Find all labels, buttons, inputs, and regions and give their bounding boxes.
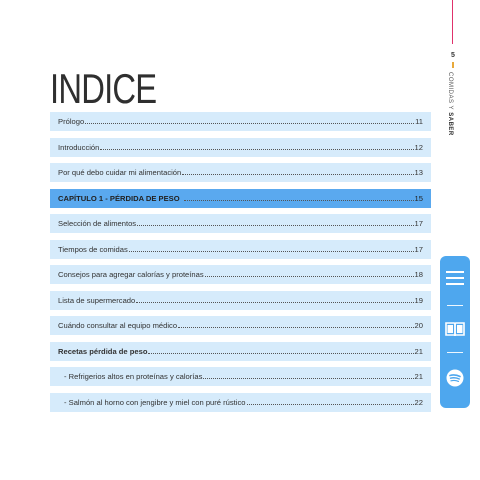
- toc-entry-label: Selección de alimentos: [58, 219, 137, 228]
- toc-entry-por-que[interactable]: [50, 163, 431, 182]
- toc-entry-page: 19: [414, 295, 423, 305]
- table-of-contents: [50, 112, 431, 418]
- page-title: INDICE: [50, 65, 157, 113]
- toc-leader-dots: [129, 251, 414, 252]
- menu-button[interactable]: [440, 256, 470, 300]
- spotify-button[interactable]: [440, 353, 470, 403]
- menu-icon: [446, 270, 464, 286]
- side-toolbar: [440, 256, 470, 408]
- toc-entry-label: Lista de supermercado: [58, 295, 136, 305]
- toc-entry-cuando[interactable]: [50, 316, 431, 335]
- toc-entry-label: Prólogo: [58, 117, 85, 126]
- toc-entry-label: Por qué debo cuidar mi alimentación: [58, 168, 182, 177]
- top-accent-line: [452, 0, 453, 44]
- toc-leader-dots: [136, 302, 413, 303]
- toc-entry-label: Recetas pérdida de peso: [58, 346, 148, 356]
- toc-leader-dots: [205, 276, 414, 277]
- toc-entry-consejos[interactable]: [50, 265, 431, 284]
- toc-entry-label: CAPÍTULO 1 - PÉRDIDA DE PESO: [58, 193, 180, 203]
- toc-leader-dots: [182, 174, 413, 175]
- toc-leader-dots: [247, 404, 414, 405]
- toc-entry-page: 13: [414, 168, 423, 177]
- toc-entry-lista[interactable]: [50, 291, 431, 310]
- toc-entry-introduccion[interactable]: [50, 138, 431, 157]
- toc-entry-salmon[interactable]: [50, 393, 431, 412]
- toc-entry-prologo[interactable]: [50, 112, 431, 131]
- toc-entry-page: 18: [414, 270, 423, 279]
- toc-entry-label: Consejos para agregar calorías y proteínas: [58, 270, 204, 279]
- toc-entry-label: Cuándo consultar al equipo médico: [58, 321, 178, 330]
- toc-entry-page: 21: [414, 346, 423, 356]
- book-button[interactable]: [440, 306, 470, 352]
- toc-leader-dots: [85, 123, 414, 124]
- toc-entry-page: 17: [414, 244, 423, 254]
- toc-entry-refrigerios[interactable]: [50, 367, 431, 386]
- toc-leader-dots: [178, 327, 414, 328]
- section-label: [447, 72, 453, 136]
- page-number: 5: [451, 52, 455, 59]
- toc-entry-page: 17: [414, 219, 423, 228]
- toc-leader-dots: [148, 353, 413, 354]
- toc-entry-page: 15: [414, 193, 423, 203]
- page-number-accent: [452, 62, 454, 68]
- toc-leader-dots: [100, 149, 413, 150]
- toc-leader-dots: [184, 200, 414, 201]
- toolbar-divider: [447, 305, 463, 306]
- spotify-icon: [446, 369, 464, 387]
- section-label-bold: SABER: [447, 112, 453, 136]
- toc-entry-seleccion[interactable]: [50, 214, 431, 233]
- book-icon: [445, 321, 465, 337]
- toc-entry-label: Introducción: [58, 142, 100, 152]
- toc-entry-page: 20: [414, 321, 423, 330]
- toc-entry-label: - Refrigerios altos en proteínas y calorías: [64, 372, 203, 381]
- toc-entry-page: 12: [414, 142, 423, 152]
- section-label-light: COMIDAS Y: [447, 72, 453, 111]
- toc-entry-tiempos[interactable]: [50, 240, 431, 259]
- toc-entry-page: 21: [414, 372, 423, 381]
- toc-entry-label: - Salmón al horno con jengibre y miel con puré rústico: [64, 397, 246, 407]
- toc-entry-page: 22: [414, 397, 423, 407]
- toc-leader-dots: [203, 378, 413, 379]
- toolbar-divider: [447, 352, 463, 353]
- toc-entry-page: 11: [415, 117, 423, 126]
- toc-chapter-1[interactable]: [50, 189, 431, 208]
- toc-leader-dots: [137, 225, 413, 226]
- toc-entry-label: Tiempos de comidas: [58, 244, 128, 254]
- toc-entry-recetas[interactable]: [50, 342, 431, 361]
